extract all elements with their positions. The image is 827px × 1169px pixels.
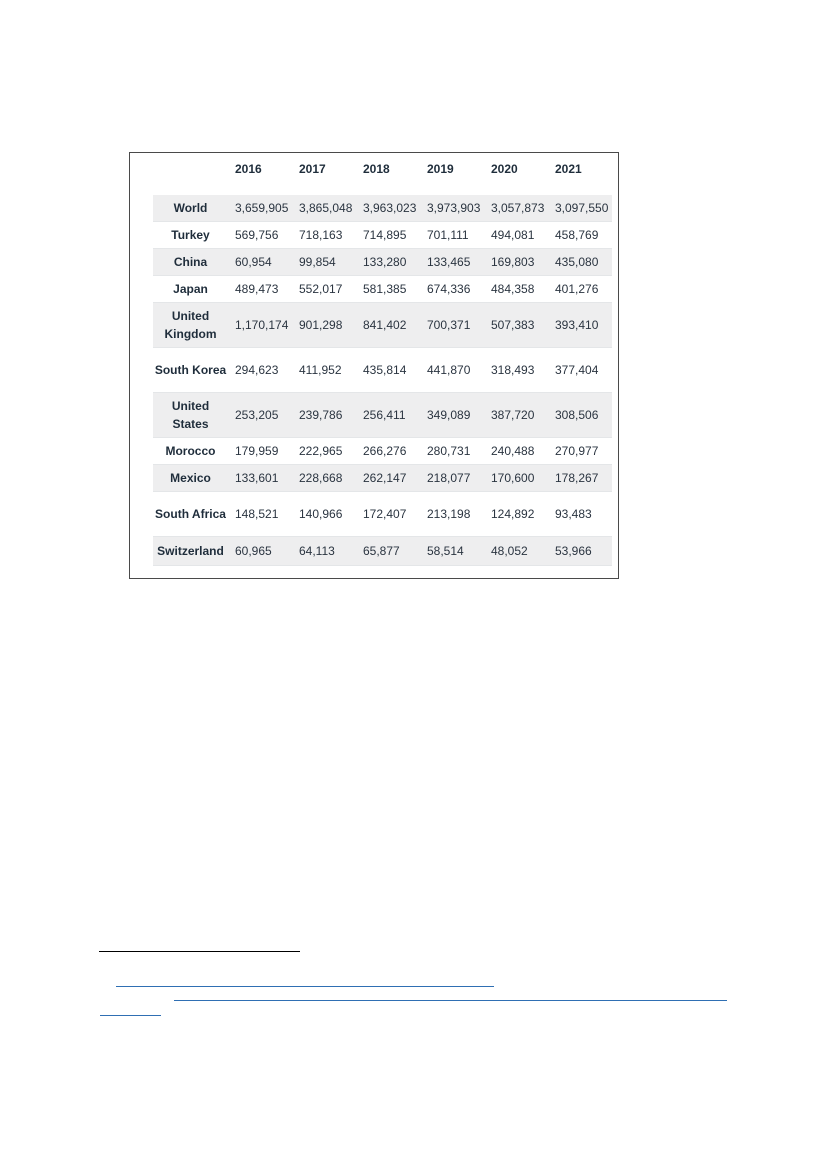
country-cell: South Africa: [153, 492, 228, 537]
value-cell: 441,870: [420, 348, 484, 393]
country-cell: Japan: [153, 276, 228, 303]
value-cell: 172,407: [356, 492, 420, 537]
header-2019: 2019: [427, 162, 454, 176]
country-cell: United States: [153, 393, 228, 438]
value-cell: 266,276: [356, 438, 420, 465]
value-cell: 700,371: [420, 303, 484, 348]
value-cell: 239,786: [292, 393, 356, 438]
value-cell: 270,977: [548, 438, 612, 465]
value-cell: 3,963,023: [356, 195, 420, 222]
country-cell: World: [153, 195, 228, 222]
country-cell: South Korea: [153, 348, 228, 393]
value-cell: 1,170,174: [228, 303, 292, 348]
header-2021: 2021: [555, 162, 582, 176]
value-cell: 458,769: [548, 222, 612, 249]
value-cell: 133,601: [228, 465, 292, 492]
value-cell: 60,954: [228, 249, 292, 276]
table-row: [153, 537, 612, 566]
value-cell: 133,280: [356, 249, 420, 276]
car-production-table: [153, 153, 612, 566]
value-cell: 240,488: [484, 438, 548, 465]
value-cell: 53,966: [548, 537, 612, 566]
value-cell: 3,097,550: [548, 195, 612, 222]
value-cell: 148,521: [228, 492, 292, 537]
value-cell: 701,111: [420, 222, 484, 249]
value-cell: 140,966: [292, 492, 356, 537]
value-cell: 581,385: [356, 276, 420, 303]
value-cell: 494,081: [484, 222, 548, 249]
value-cell: 60,965: [228, 537, 292, 566]
table-row: [153, 492, 612, 537]
value-cell: 64,113: [292, 537, 356, 566]
header-2017: 2017: [299, 162, 326, 176]
value-cell: 674,336: [420, 276, 484, 303]
value-cell: 169,803: [484, 249, 548, 276]
value-cell: 507,383: [484, 303, 548, 348]
country-cell: Morocco: [153, 438, 228, 465]
value-cell: 280,731: [420, 438, 484, 465]
country-cell: Switzerland: [153, 537, 228, 566]
header-country: [153, 153, 228, 195]
value-cell: 308,506: [548, 393, 612, 438]
value-cell: 401,276: [548, 276, 612, 303]
table-row: [153, 393, 612, 438]
value-cell: 901,298: [292, 303, 356, 348]
footnote-link[interactable]: [116, 986, 494, 987]
country-cell: China: [153, 249, 228, 276]
country-cell: Mexico: [153, 465, 228, 492]
value-cell: 3,973,903: [420, 195, 484, 222]
value-cell: 262,147: [356, 465, 420, 492]
value-cell: 178,267: [548, 465, 612, 492]
table-row: [153, 222, 612, 249]
value-cell: 387,720: [484, 393, 548, 438]
country-cell: Turkey: [153, 222, 228, 249]
footnote-separator: [99, 951, 300, 952]
value-cell: 228,668: [292, 465, 356, 492]
value-cell: 718,163: [292, 222, 356, 249]
value-cell: 435,080: [548, 249, 612, 276]
value-cell: 48,052: [484, 537, 548, 566]
value-cell: 3,659,905: [228, 195, 292, 222]
value-cell: 552,017: [292, 276, 356, 303]
value-cell: 841,402: [356, 303, 420, 348]
value-cell: 411,952: [292, 348, 356, 393]
footnote-link-continuation[interactable]: [100, 1015, 161, 1016]
table-row: [153, 276, 612, 303]
header-2018: 2018: [363, 162, 390, 176]
value-cell: 213,198: [420, 492, 484, 537]
value-cell: 124,892: [484, 492, 548, 537]
value-cell: 256,411: [356, 393, 420, 438]
value-cell: 484,358: [484, 276, 548, 303]
value-cell: 58,514: [420, 537, 484, 566]
value-cell: 222,965: [292, 438, 356, 465]
table-row: [153, 465, 612, 492]
value-cell: 93,483: [548, 492, 612, 537]
value-cell: 349,089: [420, 393, 484, 438]
value-cell: 218,077: [420, 465, 484, 492]
table-row: [153, 348, 612, 393]
value-cell: 65,877: [356, 537, 420, 566]
country-cell: United Kingdom: [153, 303, 228, 348]
value-cell: 170,600: [484, 465, 548, 492]
table-image-frame: [129, 152, 619, 579]
value-cell: 714,895: [356, 222, 420, 249]
value-cell: 179,959: [228, 438, 292, 465]
header-2020: 2020: [491, 162, 518, 176]
value-cell: 294,623: [228, 348, 292, 393]
value-cell: 253,205: [228, 393, 292, 438]
value-cell: 569,756: [228, 222, 292, 249]
value-cell: 435,814: [356, 348, 420, 393]
value-cell: 133,465: [420, 249, 484, 276]
value-cell: 99,854: [292, 249, 356, 276]
value-cell: 3,865,048: [292, 195, 356, 222]
value-cell: 489,473: [228, 276, 292, 303]
table-row: [153, 303, 612, 348]
header-2016: 2016: [235, 162, 262, 176]
table-row: [153, 438, 612, 465]
value-cell: 318,493: [484, 348, 548, 393]
table-row: [153, 195, 612, 222]
footnote-link[interactable]: [174, 1000, 727, 1001]
table-header-row: [153, 153, 612, 195]
table-row: [153, 249, 612, 276]
value-cell: 393,410: [548, 303, 612, 348]
value-cell: 377,404: [548, 348, 612, 393]
value-cell: 3,057,873: [484, 195, 548, 222]
